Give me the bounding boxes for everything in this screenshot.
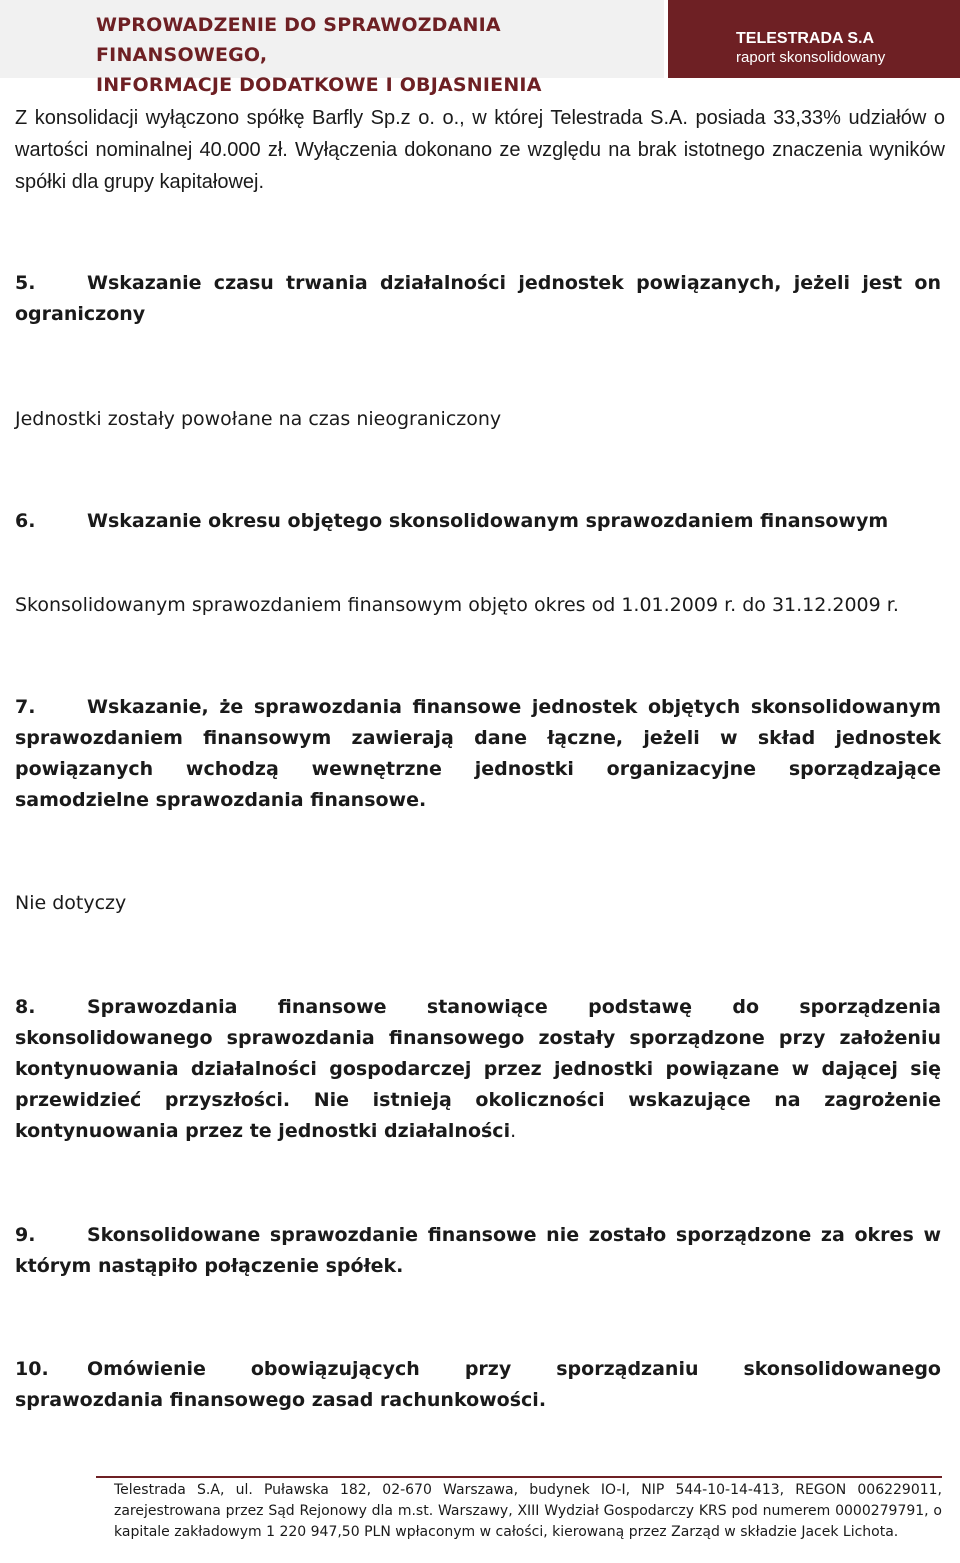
section-number: 5. (15, 272, 36, 294)
section-number: 10. (15, 1358, 49, 1380)
section-number: 8. (15, 996, 36, 1018)
section-9-heading (15, 1220, 941, 1282)
section-6-body: Skonsolidowanym sprawozdaniem finansowym objęto okres od 1.01.2009 r. do 31.12.2009 r. (15, 594, 899, 616)
section-10-heading (15, 1354, 941, 1416)
section-number: 7. (15, 696, 36, 718)
company-banner (668, 0, 960, 78)
intro-paragraph: Z konsolidacji wyłączono spółkę Barfly Sp.z o. o., w której Telestrada S.A. posiada 33,33% udziałów o wartości nominalnej 40.000 zł. Wyłączenia dokonano ze względu na brak istotnego znaczenia wyników spółki dla grupy kapitałowej. (15, 107, 945, 193)
document-title-line-1: WPROWADZENIE DO SPRAWOZDANIA FINANSOWEGO, (96, 14, 501, 66)
page-header (0, 0, 960, 96)
section-7-body: Nie dotyczy (15, 892, 127, 914)
section-5-heading (15, 268, 941, 330)
section-title: Wskazanie czasu trwania działalności jednostek powiązanych, jeżeli jest on ograniczony (15, 272, 941, 325)
company-name: TELESTRADA S.A (736, 30, 875, 47)
section-6-heading (15, 506, 941, 537)
section-number: 6. (15, 510, 36, 532)
document-title (0, 0, 664, 96)
company-footer: Telestrada S.A, ul. Puławska 182, 02-670 Warszawa, budynek IO-I, NIP 544-10-14-413, REGON 006229011, zarejestrowana przez Sąd Rejonowy dla m.st. Warszawy, XIII Wydział Gospodarczy KRS pod numerem 0000279791, o kapitale zakładowym 1 220 947,50 PLN wpłaconym w całości, kierowaną przez Zarząd w składzie Jacek Lichota. (114, 1482, 942, 1540)
section-title: Wskazanie okresu objętego skonsolidowanym sprawozdaniem finansowym (87, 510, 889, 532)
report-type: raport skonsolidowany (736, 49, 886, 66)
section-title: Omówienie obowiązujących przy sporządzaniu skonsolidowanego sprawozdania finansowego zasad rachunkowości. (15, 1358, 941, 1411)
section-5-body: Jednostki zostały powołane na czas nieograniczony (15, 408, 502, 430)
footer-divider (96, 1476, 942, 1478)
section-title: Skonsolidowane sprawozdanie finansowe nie zostało sporządzone za okres w którym nastąpiło połączenie spółek. (15, 1224, 941, 1277)
section-8-heading (15, 992, 941, 1147)
section-number: 9. (15, 1224, 36, 1246)
section-title: Wskazanie, że sprawozdania finansowe jednostek objętych skonsolidowanym sprawozdaniem finansowym zawierają dane łączne, jeżeli w skład jednostek powiązanych wchodzą wewnętrzne jednostki organizacyjne sporządzające samodzielne sprawozdania finansowe. (15, 696, 941, 811)
section-title: Sprawozdania finansowe stanowiące podstawę do sporządzenia skonsolidowanego sprawozdania finansowego zostały sporządzone przy założeniu kontynuowania działalności gospodarczej przez jednostki powiązane w dającej się przewidzieć przyszłości. Nie istnieją okoliczności wskazujące na zagrożenie kontynuowania przez te jednostki działalności (15, 996, 941, 1142)
document-title-line-2: INFORMACJE DODATKOWE I OBJASNIENIA (96, 74, 542, 96)
section-7-heading (15, 692, 941, 816)
section-trailing-period: . (510, 1120, 517, 1142)
